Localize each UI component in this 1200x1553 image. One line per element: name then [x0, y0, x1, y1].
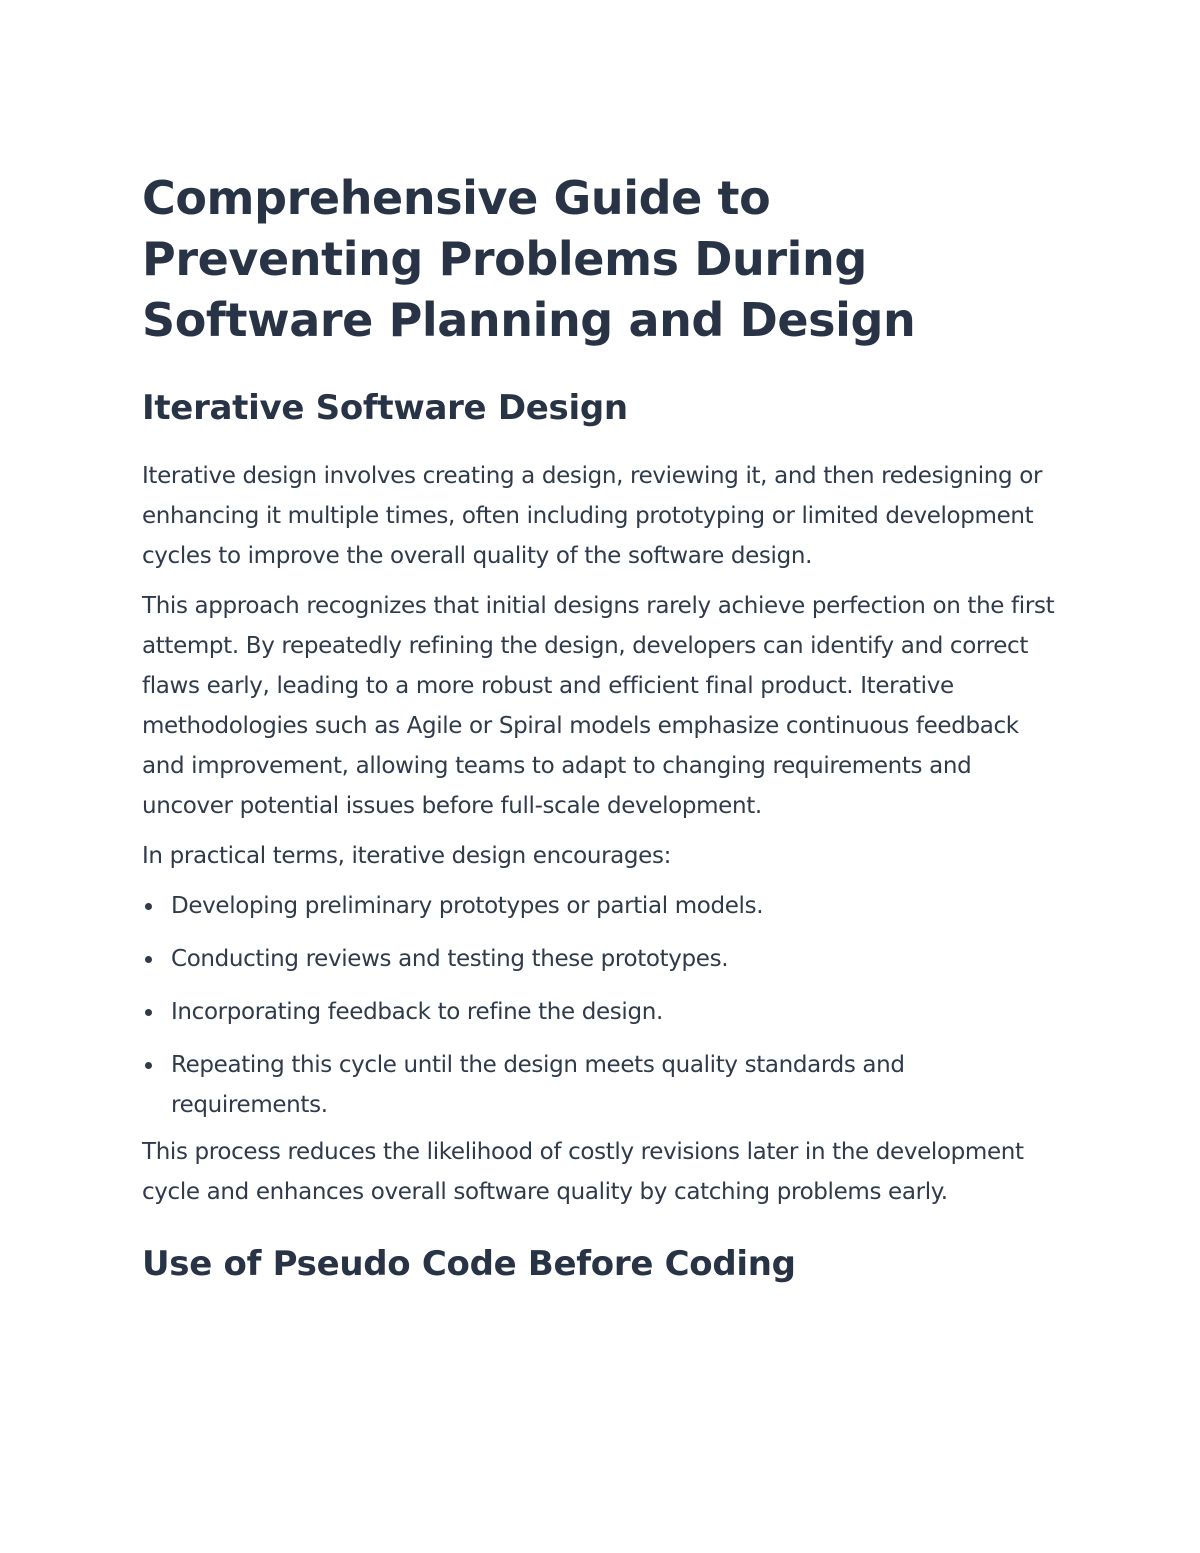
bullet-icon: [145, 956, 152, 963]
document-title: Comprehensive Guide to Preventing Problems During Software Planning and Design: [142, 171, 916, 347]
paragraph-iterative-closing: This process reduces the likelihood of costly revisions later in the development cycle and enhances overall software quality by catching problems early.: [142, 1139, 1024, 1205]
paragraph-iterative-definition: Iterative design involves creating a design, reviewing it, and then redesigning or enhancing it multiple times, often including prototyping or limited development cycles to improve the overall quality of the software design.: [142, 463, 1043, 569]
section-heading-iterative-design: Iterative Software Design: [142, 388, 628, 428]
list-item-text: Developing preliminary prototypes or partial models.: [171, 893, 764, 919]
list-item: [142, 1045, 1062, 1125]
list-item-text: Conducting reviews and testing these prototypes.: [171, 946, 729, 972]
paragraph-iterative-intro: In practical terms, iterative design encourages:: [142, 843, 672, 869]
list-item: [142, 886, 1062, 926]
list-item: [142, 992, 1062, 1032]
bullet-icon: [145, 1009, 152, 1016]
bullet-icon: [145, 1062, 152, 1069]
paragraph-iterative-approach: This approach recognizes that initial designs rarely achieve perfection on the first attempt. By repeatedly refining the design, developers can identify and correct flaws early, leading to a more robust and efficient final product. Iterative methodologies such as Agile or Spiral models emphasize continuous feedback and improvement, allowing teams to adapt to changing requirements and uncover potential issues before full-scale development.: [142, 593, 1055, 819]
list-item: [142, 939, 1062, 979]
list-item-text: Repeating this cycle until the design meets quality standards and requirements.: [171, 1052, 905, 1118]
document-content: [142, 168, 1062, 1286]
list-item-text: Incorporating feedback to refine the design.: [171, 999, 663, 1025]
bullet-list-iterative-practices: [142, 886, 1062, 1125]
bullet-icon: [145, 903, 152, 910]
section-heading-pseudo-code: Use of Pseudo Code Before Coding: [142, 1244, 796, 1284]
